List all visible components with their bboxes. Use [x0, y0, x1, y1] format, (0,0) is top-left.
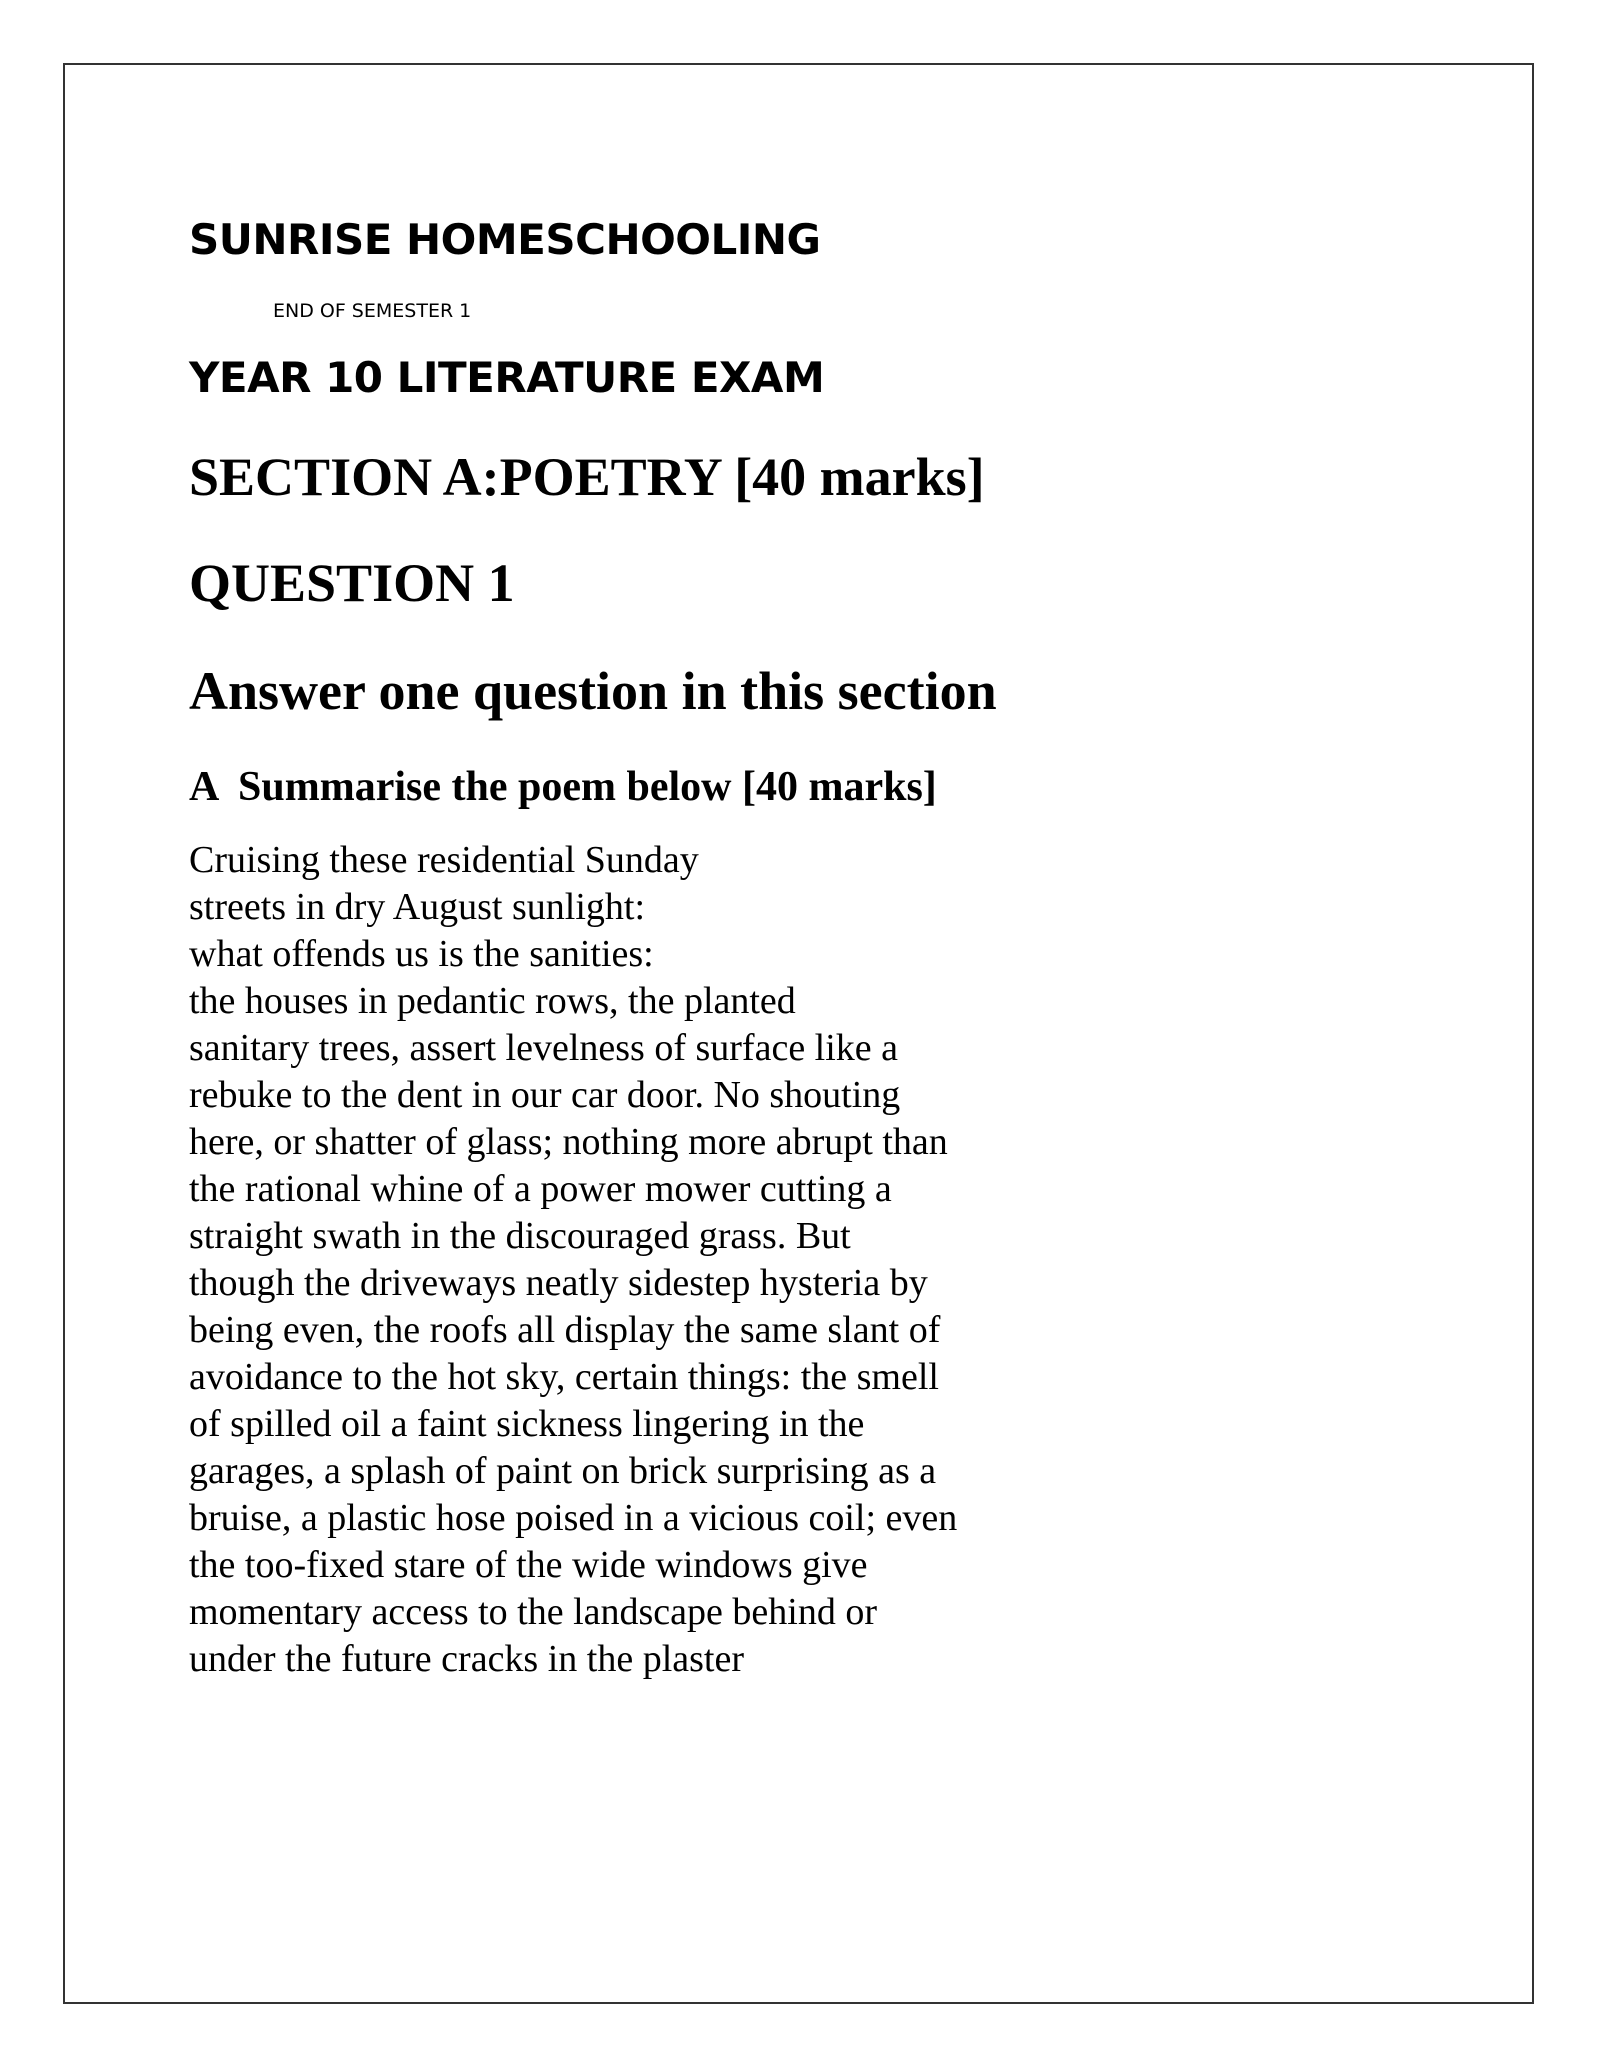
exam-page — [189, 205, 1389, 1683]
semester-label: END OF SEMESTER 1 — [273, 300, 472, 322]
poem-line: sanitary trees, assert levelness of surface like a — [189, 1027, 899, 1069]
poem-line: garages, a splash of paint on brick surprising as a — [189, 1450, 937, 1492]
sub-question-a: A Summarise the poem below [40 marks] — [189, 764, 937, 810]
school-name: SUNRISE HOMESCHOOLING — [189, 215, 821, 264]
poem-line: bruise, a plastic hose poised in a vicious coil; even — [189, 1497, 958, 1539]
poem-line: momentary access to the landscape behind or — [189, 1591, 877, 1633]
poem-line: of spilled oil a faint sickness lingering in the — [189, 1403, 865, 1445]
poem-line: avoidance to the hot sky, certain things: the smell — [189, 1356, 939, 1398]
poem-line: the too-fixed stare of the wide windows give — [189, 1544, 868, 1586]
poem-line: here, or shatter of glass; nothing more abrupt than — [189, 1121, 948, 1163]
poem-line: though the driveways neatly sidestep hysteria by — [189, 1262, 928, 1304]
poem-line: Cruising these residential Sunday — [189, 839, 699, 881]
poem-line: straight swath in the discouraged grass. But — [189, 1215, 851, 1257]
poem-line: what offends us is the sanities: — [189, 933, 654, 975]
poem-line: being even, the roofs all display the same slant of — [189, 1309, 941, 1351]
poem-line: the rational whine of a power mower cutting a — [189, 1168, 892, 1210]
poem-line: under the future cracks in the plaster — [189, 1638, 744, 1680]
poem-line: the houses in pedantic rows, the planted — [189, 980, 796, 1022]
exam-title: YEAR 10 LITERATURE EXAM — [189, 353, 825, 402]
poem-text — [189, 837, 1389, 1683]
question-title: QUESTION 1 — [189, 553, 515, 613]
poem-line: streets in dry August sunlight: — [189, 886, 645, 928]
section-instruction: Answer one question in this section — [189, 661, 997, 721]
poem-line: rebuke to the dent in our car door. No shouting — [189, 1074, 901, 1116]
section-title: SECTION A:POETRY [40 marks] — [189, 447, 985, 507]
